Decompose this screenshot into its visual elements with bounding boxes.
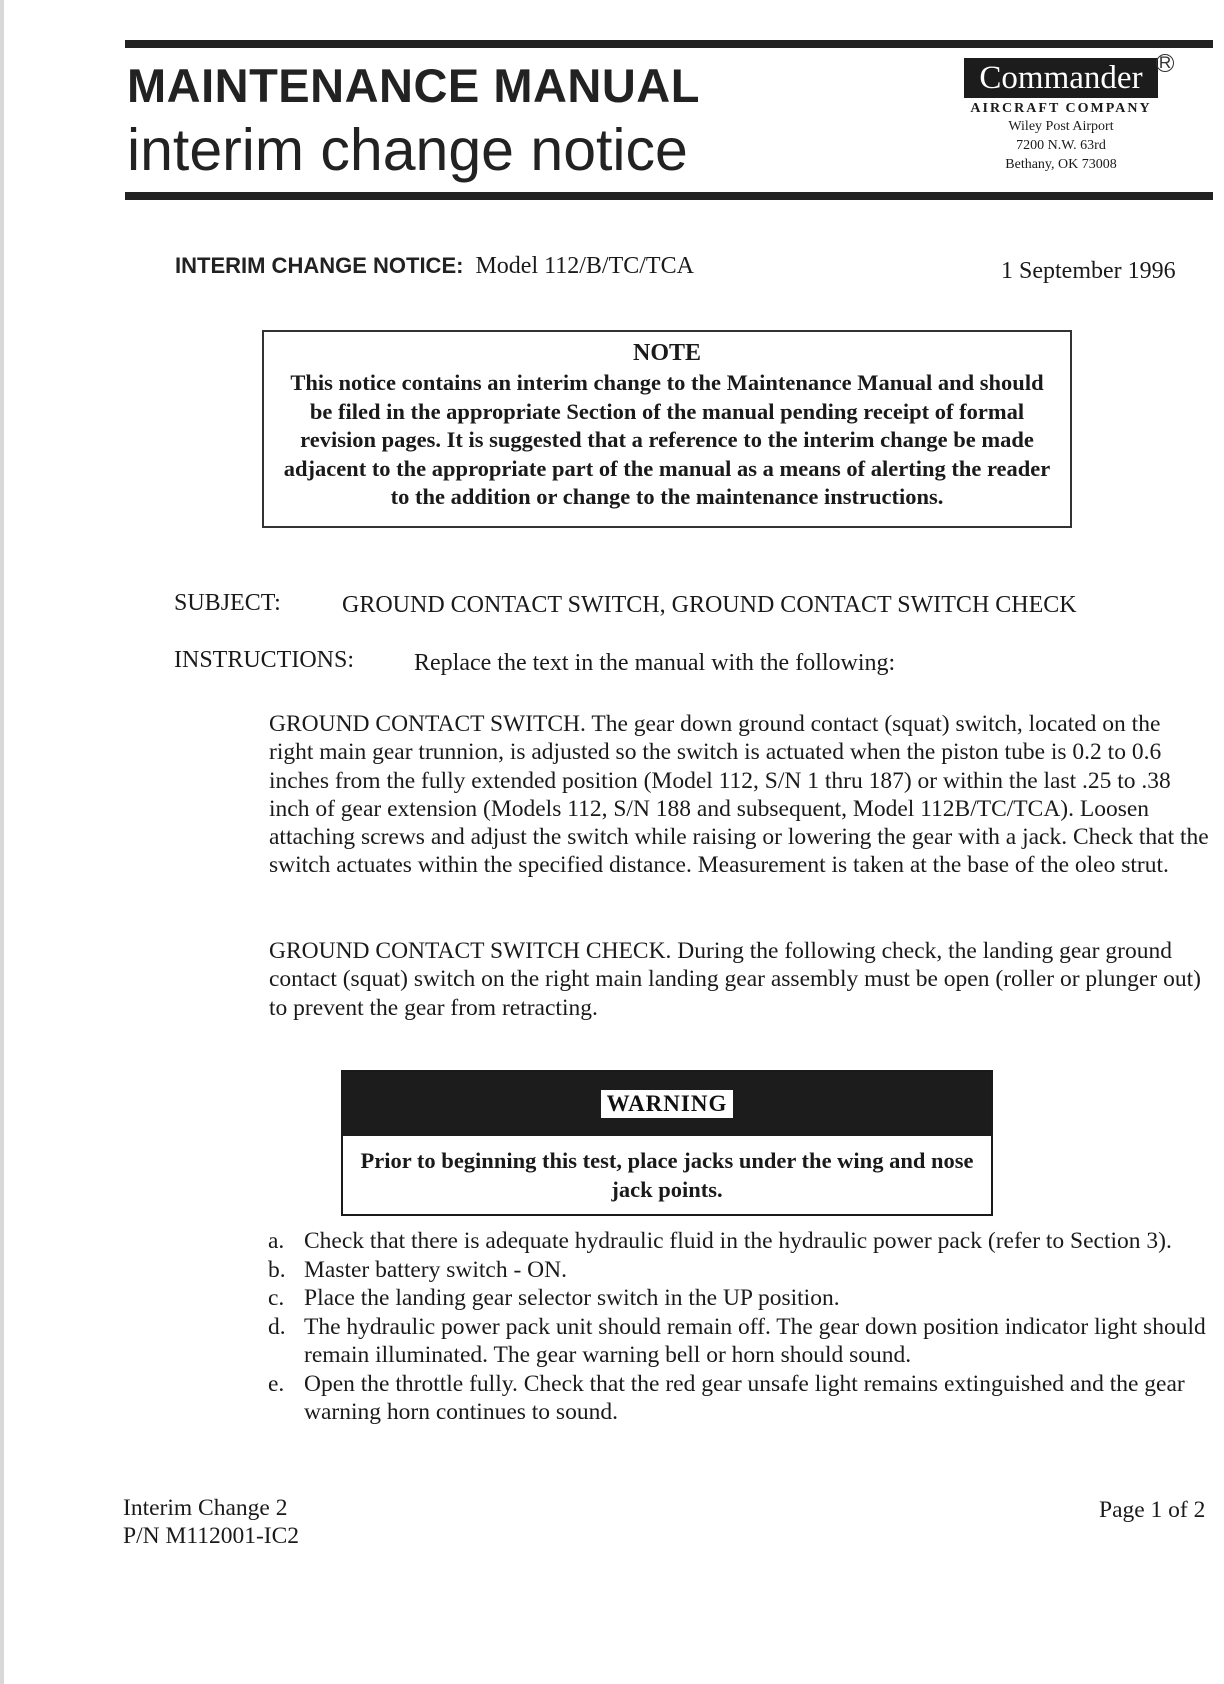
warning-box xyxy=(341,1070,993,1216)
check-steps xyxy=(268,1227,1218,1427)
list-item xyxy=(268,1256,1218,1285)
step-text: Open the throttle fully. Check that the red gear unsafe light remains extinguished and the gear warning horn continues to sound. xyxy=(304,1370,1185,1425)
company-logo-block xyxy=(961,58,1161,174)
page-edge xyxy=(0,0,4,1684)
step-text: Check that there is adequate hydraulic fluid in the hydraulic power pack (refer to Section 3). xyxy=(304,1228,1172,1254)
note-title: NOTE xyxy=(632,340,701,366)
notice-date: 1 September 1996 xyxy=(1001,258,1176,284)
paragraph-ground-contact-switch-check: GROUND CONTACT SWITCH CHECK. During the following check, the landing gear ground contact (squat) switch on the right main landing gear assembly must be open (roller or plunger out) to prevent the gear from retracting. xyxy=(269,938,1201,1021)
footer-page-number: Page 1 of 2 xyxy=(1099,1497,1206,1523)
paragraph-ground-contact-switch: GROUND CONTACT SWITCH. The gear down ground contact (squat) switch, located on the right main gear trunnion, is adjusted so the switch is actuated when the piston tube is 0.2 to 0.6 inches from the fully extended position (Model 112, S/N 1 thru 187) or within the last .25 to .38 inch of gear extension (Models 112, S/N 188 and subsequent, Model 112B/TC/TCA). Loosen attaching screws and adjust the switch while raising or lowering the gear with a jack. Check that the switch actuates within the specified distance. Measurement is taken at the base of the oleo strut. xyxy=(269,711,1209,879)
list-item xyxy=(268,1370,1218,1427)
note-body: This notice contains an interim change to the Maintenance Manual and should be filed in the appropriate Section of the manual pending receipt of formal revision pages. It is suggested that a reference to the interim change be made adjacent to the appropriate part of the manual as a means of alerting the reader to the addition or change to the maintenance instructions. xyxy=(283,370,1051,509)
note-box xyxy=(262,330,1072,528)
step-text: Master battery switch - ON. xyxy=(304,1256,567,1283)
list-item xyxy=(268,1284,1218,1313)
header-top-rule xyxy=(125,40,1213,48)
step-text: The hydraulic power pack unit should remain off. The gear down position indicator light should remain illuminated. The gear warning bell or horn should sound. xyxy=(304,1313,1206,1368)
instructions-text: Replace the text in the manual with the following: xyxy=(414,650,896,676)
subject-text: GROUND CONTACT SWITCH, GROUND CONTACT SWITCH CHECK xyxy=(342,592,1077,618)
footer-part-number: P/N M112001-IC2 xyxy=(123,1523,300,1549)
list-item xyxy=(268,1227,1218,1256)
step-letter: e. xyxy=(268,1370,285,1397)
step-letter: d. xyxy=(268,1313,286,1340)
address-line: Wiley Post Airport xyxy=(1008,119,1114,134)
registered-trademark-icon: R xyxy=(1156,54,1174,72)
footer-left xyxy=(123,1494,299,1550)
warning-header xyxy=(343,1072,991,1136)
header-bottom-rule xyxy=(125,192,1213,200)
company-name: AIRCRAFT COMPANY xyxy=(970,101,1152,116)
notice-model: Model 112/B/TC/TCA xyxy=(475,253,694,279)
list-item xyxy=(268,1313,1218,1370)
step-letter: b. xyxy=(268,1256,286,1283)
manual-title: MAINTENANCE MANUAL xyxy=(127,59,700,112)
warning-text: Prior to beginning this test, place jacks under the wing and nose jack points. xyxy=(360,1148,974,1202)
address-line: 7200 N.W. 63rd xyxy=(1016,138,1106,153)
brand-logo: Commander xyxy=(964,58,1158,98)
subject-label: SUBJECT: xyxy=(174,590,281,616)
notice-label: INTERIM CHANGE NOTICE: xyxy=(175,253,464,278)
step-text: Place the landing gear selector switch in the UP position. xyxy=(304,1285,840,1311)
address-line: Bethany, OK 73008 xyxy=(1005,157,1117,172)
warning-label: WARNING xyxy=(601,1090,734,1118)
manual-subtitle: interim change notice xyxy=(127,117,688,183)
step-letter: c. xyxy=(268,1285,285,1311)
instructions-label: INSTRUCTIONS: xyxy=(174,647,355,673)
footer-change: Interim Change 2 xyxy=(123,1495,288,1521)
step-letter: a. xyxy=(268,1228,285,1254)
